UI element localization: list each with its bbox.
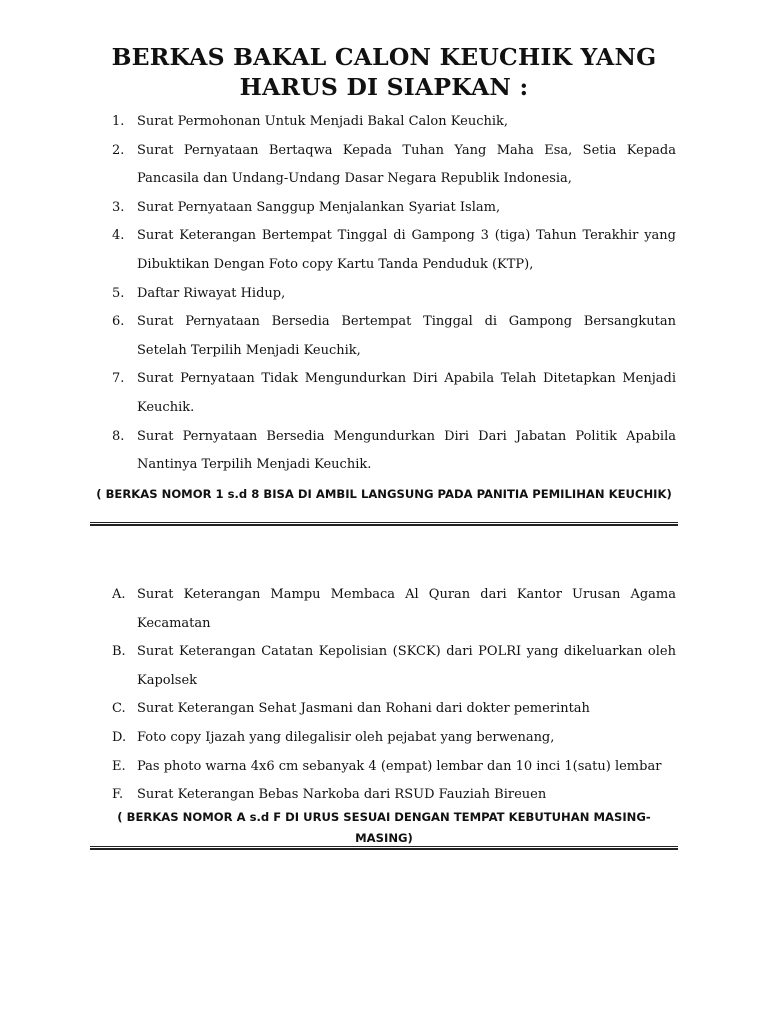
list-item-marker: 7. (112, 371, 125, 387)
list-item (0, 695, 768, 724)
list-item (0, 753, 768, 782)
list-item-text: Surat Permohonan Untuk Menjadi Bakal Calon Keuchik, (137, 114, 509, 129)
list-item-text: Surat Keterangan Catatan Kepolisian (SKCK) dari POLRI yang dikeluarkan oleh Kapolsek (137, 644, 676, 688)
list-item-marker: C. (112, 701, 126, 717)
list-item (0, 194, 768, 223)
list-item-marker: F. (112, 787, 124, 803)
list-item-text: Surat Pernyataan Bersedia Bertempat Tinggal di Gampong Bersangkutan Setelah Terpilih Menjadi Keuchik, (137, 314, 676, 358)
list-item-marker: 6. (112, 314, 125, 330)
list-item (0, 108, 768, 137)
list-item-marker: 8. (112, 428, 125, 444)
list-item-text: Surat Pernyataan Sanggup Menjalankan Syariat Islam, (137, 199, 501, 215)
numbered-requirements-list (0, 108, 768, 480)
section-divider (90, 846, 678, 850)
section-divider (90, 522, 678, 526)
lettered-requirements-list (0, 581, 768, 810)
list-item-text: Surat Pernyataan Tidak Mengundurkan Diri Apabila Telah Ditetapkan Menjadi Keuchik. (137, 371, 676, 415)
list-item-text: Surat Keterangan Sehat Jasmani dan Rohani dari dokter pemerintah (137, 701, 590, 717)
list-item (0, 638, 768, 695)
list-item (0, 222, 768, 279)
list-item-marker: A. (112, 587, 126, 602)
note-numbered-section: ( BERKAS NOMOR 1 s.d 8 BISA DI AMBIL LANGSUNG PADA PANITIA PEMILIHAN KEUCHIK) (96, 487, 672, 501)
list-item-text: Daftar Riwayat Hidup, (137, 285, 286, 301)
list-item-text: Pas photo warna 4x6 cm sebanyak 4 (empat) lembar dan 10 inci 1(satu) lembar (137, 758, 662, 774)
list-item (0, 137, 768, 194)
list-item-marker: D. (112, 729, 127, 745)
list-item-marker: 5. (112, 285, 125, 301)
list-item-marker: B. (112, 644, 126, 660)
list-item (0, 365, 768, 422)
note-lettered-section: ( BERKAS NOMOR A s.d F DI URUS SESUAI DENGAN TEMPAT KEBUTUHAN MASING-MASING) (117, 810, 651, 845)
document-title: BERKAS BAKAL CALON KEUCHIK YANG HARUS DI SIAPKAN : (111, 43, 657, 101)
list-item-marker: 4. (112, 228, 125, 244)
list-item (0, 581, 768, 638)
list-item (0, 423, 768, 480)
list-item-text: Surat Keterangan Bebas Narkoba dari RSUD Fauziah Bireuen (137, 787, 547, 803)
list-item (0, 280, 768, 309)
list-item-text: Surat Keterangan Mampu Membaca Al Quran dari Kantor Urusan Agama Kecamatan (137, 587, 676, 631)
list-item (0, 724, 768, 753)
list-item-marker: 3. (112, 199, 125, 215)
list-item-text: Surat Pernyataan Bersedia Mengundurkan Diri Dari Jabatan Politik Apabila Nantinya Terpilih Menjadi Keuchik. (137, 428, 676, 473)
list-item-text: Foto copy Ijazah yang dilegalisir oleh pejabat yang berwenang, (137, 729, 555, 745)
list-item (0, 308, 768, 365)
list-item (0, 781, 768, 810)
list-item-marker: 2. (112, 142, 125, 158)
list-item-marker: E. (112, 758, 126, 774)
list-item-text: Surat Keterangan Bertempat Tinggal di Gampong 3 (tiga) Tahun Terakhir yang Dibuktikan Dengan Foto copy Kartu Tanda Penduduk (KTP), (137, 228, 676, 272)
list-item-marker: 1. (112, 114, 125, 129)
list-item-text: Surat Pernyataan Bertaqwa Kepada Tuhan Yang Maha Esa, Setia Kepada Pancasila dan Undang-Undang Dasar Negara Republik Indonesia, (137, 142, 676, 187)
